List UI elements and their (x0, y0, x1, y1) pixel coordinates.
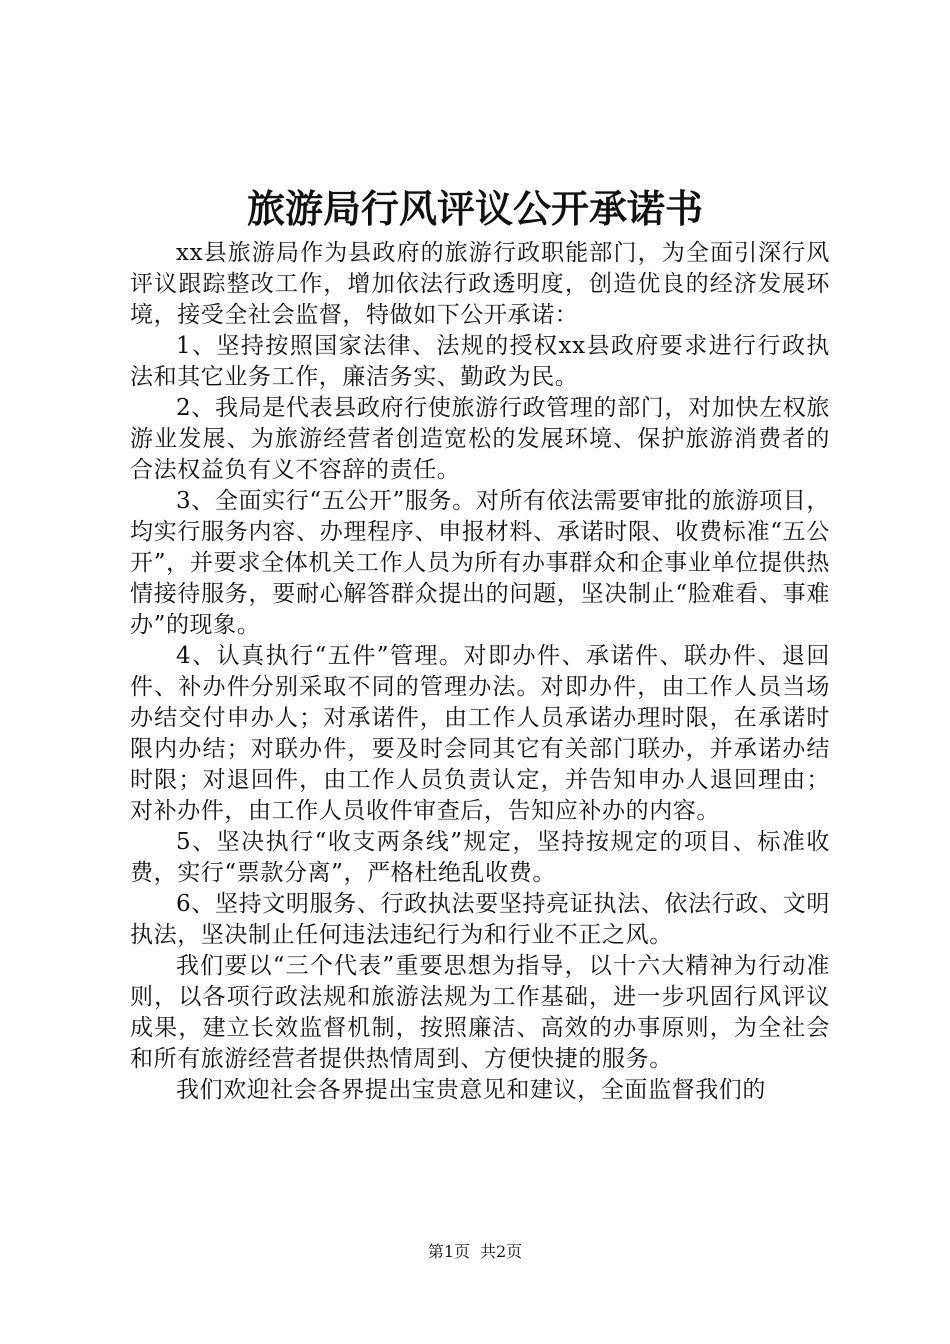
paragraph-item-3: 3、全面实行“五公开”服务。对所有依法需要审批的旅游项目，均实行服务内容、办理程序、申报材料、承诺时限、收费标准“五公开”，并要求全体机关工作人员为所有办事群众和企事业单位提供热情接待服务，要耐心解答群众提出的问题，坚决制止“脸难看、事难办”的现象。 (130, 488, 830, 638)
paragraph-item-4: 4、认真执行“五件”管理。对即办件、承诺件、联办件、退回件、补办件分别采取不同的管理办法。对即办件，由工作人员当场办结交付申办人；对承诺件，由工作人员承诺办理时限，在承诺时限内办结；对联办件，要及时会同其它有关部门联办，并承诺办结时限；对退回件，由工作人员负责认定，并告知申办人退回理由；对补办件，由工作人员收件审查后，告知应补办的内容。 (130, 643, 830, 824)
paragraph-item-2: 2、我局是代表县政府行使旅游行政管理的部门，对加快左权旅游业发展、为旅游经营者创造宽松的发展环境、保护旅游消费者的合法权益负有义不容辞的责任。 (130, 395, 830, 483)
document-body (130, 238, 830, 1106)
paragraph-closing: 我们欢迎社会各界提出宝贵意见和建议，全面监督我们的 (176, 1077, 766, 1103)
paragraph-conclusion: 我们要以“三个代表”重要思想为指导，以十六大精神为行动准则，以各项行政法规和旅游法规为工作基础，进一步巩固行风评议成果，建立长效监督机制，按照廉洁、高效的办事原则，为全社会和所有旅游经营者提供热情周到、方便快捷的服务。 (130, 953, 830, 1072)
document-title: 旅游局行风评议公开承诺书 (246, 186, 703, 231)
paragraph-intro: xx县旅游局作为县政府的旅游行政职能部门，为全面引深行风评议跟踪整改工作，增加依法行政透明度，创造优良的经济发展环境，接受全社会监督，特做如下公开承诺： (130, 240, 830, 328)
page-number-total: 共2页 (480, 1242, 523, 1261)
paragraph-item-6: 6、坚持文明服务、行政执法要坚持亮证执法、依法行政、文明执法，坚决制止任何违法违纪行为和行业不正之风。 (130, 891, 830, 948)
page-number-current: 第1页 (427, 1242, 470, 1261)
paragraph-item-5: 5、坚决执行“收支两条线”规定，坚持按规定的项目、标准收费，实行“票款分离”，严格杜绝乱收费。 (130, 829, 830, 886)
page-footer (0, 1242, 950, 1262)
paragraph-item-1: 1、坚持按照国家法律、法规的授权xx县政府要求进行行政执法和其它业务工作，廉洁务实、勤政为民。 (130, 333, 830, 390)
